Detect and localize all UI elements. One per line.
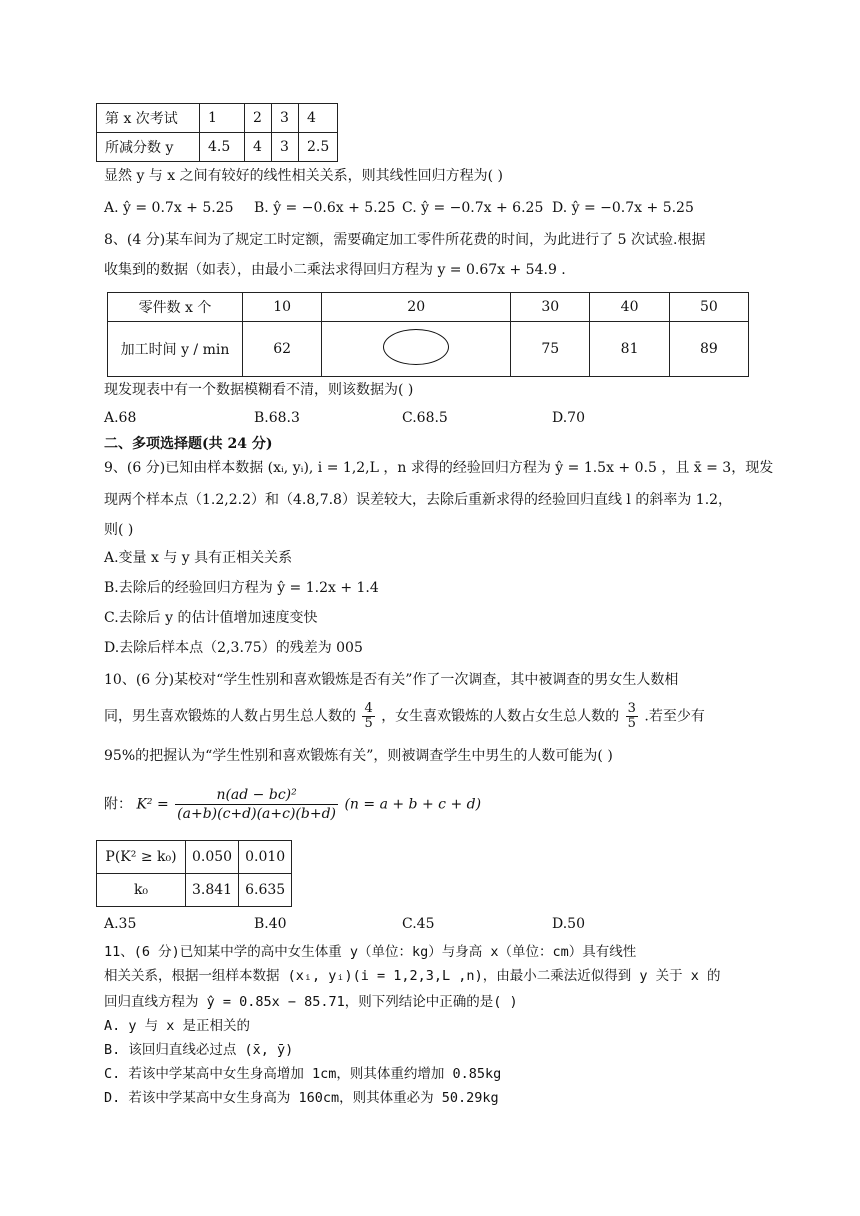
q10-option-b: B.40 bbox=[254, 916, 287, 932]
table-cell: 2 bbox=[245, 104, 272, 133]
table-cell: 3 bbox=[272, 133, 299, 162]
section-heading: 二、多项选择题(共 24 分) bbox=[104, 436, 273, 452]
blurred-value-ellipse bbox=[383, 329, 449, 365]
q9-line1: 9、(6 分)已知由样本数据 (xᵢ, yᵢ), i = 1,2,L ，n 求得的经验回归方程为 ŷ = 1.5x + 0.5 ，且 x̄ = 3，现发 bbox=[104, 460, 774, 476]
table-cell: 4.5 bbox=[200, 133, 245, 162]
table-cell: 0.010 bbox=[239, 841, 292, 874]
q9-line2: 现两个样本点（1.2,2.2）和（4.8,7.8）误差较大，去除后重新求得的经验回归直线 l 的斜率为 1.2， bbox=[104, 492, 733, 508]
q9-option-c: C.去除后 y 的估计值增加速度变快 bbox=[104, 610, 318, 626]
formula-denominator: (a+b)(c+d)(a+c)(b+d) bbox=[177, 806, 337, 822]
formula-fraction bbox=[175, 786, 338, 823]
q8-question: 现发现表中有一个数据模糊看不清，则该数据为( ) bbox=[104, 382, 414, 398]
table-cell: 所减分数 y bbox=[97, 133, 200, 162]
numerator: 4 bbox=[364, 701, 373, 716]
table-cell: 4 bbox=[245, 133, 272, 162]
table-cell: 20 bbox=[322, 293, 511, 322]
numerator: 3 bbox=[627, 701, 636, 716]
q8-line1: 8、(4 分)某车间为了规定工时定额，需要确定加工零件所花费的时间，为此进行了 5 次试验.根据 bbox=[104, 232, 706, 248]
formula-tail: (n = a + b + c + d) bbox=[344, 796, 482, 813]
table-cell: 40 bbox=[590, 293, 669, 322]
q9-option-b: B.去除后的经验回归方程为 ŷ = 1.2x + 1.4 bbox=[104, 580, 379, 596]
formula-lhs: K² = bbox=[136, 796, 169, 813]
table-cell: 6.635 bbox=[239, 874, 292, 907]
formula-label: 附： bbox=[104, 796, 132, 813]
table-cell: 加工时间 y / min bbox=[108, 322, 243, 377]
chi-square-formula bbox=[104, 786, 481, 823]
q7-option-c: C. ŷ = −0.7x + 6.25 bbox=[402, 200, 544, 216]
table-cell: 3 bbox=[272, 104, 299, 133]
q9-line3: 则( ) bbox=[104, 522, 134, 538]
fraction-three-fifths bbox=[626, 702, 638, 731]
table-row bbox=[97, 133, 338, 162]
denominator: 5 bbox=[627, 716, 636, 731]
table-row bbox=[97, 104, 338, 133]
denominator: 5 bbox=[364, 716, 373, 731]
q11-line1: 11、(6 分)已知某中学的高中女生体重 y（单位：kg）与身高 x（单位：cm）具有线性 bbox=[104, 944, 637, 960]
q8-option-d: D.70 bbox=[552, 410, 585, 426]
exam-score-table bbox=[96, 103, 338, 162]
table-cell: 10 bbox=[243, 293, 322, 322]
table-cell: 零件数 x 个 bbox=[108, 293, 243, 322]
q8-option-b: B.68.3 bbox=[254, 410, 300, 426]
critical-value-table bbox=[96, 840, 292, 907]
q10-option-c: C.45 bbox=[402, 916, 435, 932]
q10-option-a: A.35 bbox=[104, 916, 137, 932]
q10-line2-part-a: 同，男生喜欢锻炼的人数占男生总人数的 bbox=[104, 708, 356, 725]
q11-line2: 相关关系，根据一组样本数据 (xᵢ, yᵢ)(i = 1,2,3,L ,n)，由最小二乘法近似得到 y 关于 x 的 bbox=[104, 968, 721, 984]
q8-line2: 收集到的数据（如表），由最小二乘法求得回归方程为 y = 0.67x + 54.9 . bbox=[104, 262, 566, 278]
formula-numerator: n(ad − bc)² bbox=[175, 786, 338, 805]
q10-line3: 95%的把握认为“学生性别和喜欢锻炼有关”，则被调查学生中男生的人数可能为( ) bbox=[104, 748, 613, 764]
q10-option-d: D.50 bbox=[552, 916, 585, 932]
table-cell: k₀ bbox=[97, 874, 186, 907]
table-row bbox=[97, 874, 292, 907]
q10-line2-part-c: .若至少有 bbox=[644, 708, 705, 725]
table-cell: 81 bbox=[590, 322, 669, 377]
q9-option-d: D.去除后样本点（2,3.75）的残差为 005 bbox=[104, 640, 363, 656]
q7-option-d: D. ŷ = −0.7x + 5.25 bbox=[552, 200, 694, 216]
fraction-four-fifths bbox=[362, 702, 374, 731]
q8-option-a: A.68 bbox=[104, 410, 137, 426]
table-cell: 30 bbox=[511, 293, 590, 322]
table-row bbox=[108, 293, 749, 322]
q11-option-a: A. y 与 x 是正相关的 bbox=[104, 1018, 251, 1034]
q11-option-d: D. 若该中学某高中女生身高为 160cm，则其体重必为 50.29kg bbox=[104, 1090, 499, 1106]
table-row bbox=[108, 322, 749, 377]
q10-line2 bbox=[104, 702, 705, 731]
q7-text: 显然 y 与 x 之间有较好的线性相关关系，则其线性回归方程为( ) bbox=[104, 168, 503, 184]
table-cell: 第 x 次考试 bbox=[97, 104, 200, 133]
q9-option-a: A.变量 x 与 y 具有正相关关系 bbox=[104, 550, 293, 566]
table-cell: 50 bbox=[669, 293, 748, 322]
q11-option-b: B. 该回归直线必过点 (x̄, ȳ) bbox=[104, 1042, 294, 1058]
q7-option-b: B. ŷ = −0.6x + 5.25 bbox=[254, 200, 396, 216]
q11-option-c: C. 若该中学某高中女生身高增加 1cm，则其体重约增加 0.85kg bbox=[104, 1066, 502, 1082]
blurred-cell bbox=[322, 322, 511, 377]
table-cell: 3.841 bbox=[186, 874, 239, 907]
table-row bbox=[97, 841, 292, 874]
table-cell: 2.5 bbox=[299, 133, 338, 162]
table-cell: 75 bbox=[511, 322, 590, 377]
q11-line3: 回归直线方程为 ŷ = 0.85x − 85.71，则下列结论中正确的是( ) bbox=[104, 994, 518, 1010]
table-cell: 62 bbox=[243, 322, 322, 377]
table-cell: 89 bbox=[669, 322, 748, 377]
table-cell: 4 bbox=[299, 104, 338, 133]
q10-line2-part-b: ，女生喜欢锻炼的人数占女生总人数的 bbox=[381, 708, 620, 725]
table-cell: 0.050 bbox=[186, 841, 239, 874]
q7-option-a: A. ŷ = 0.7x + 5.25 bbox=[104, 200, 234, 216]
table-cell: 1 bbox=[200, 104, 245, 133]
parts-time-table bbox=[107, 292, 749, 377]
q10-line1: 10、(6 分)某校对“学生性别和喜欢锻炼是否有关”作了一次调查，其中被调查的男女生人数相 bbox=[104, 672, 679, 688]
table-cell: P(K² ≥ k₀) bbox=[97, 841, 186, 874]
q8-option-c: C.68.5 bbox=[402, 410, 448, 426]
